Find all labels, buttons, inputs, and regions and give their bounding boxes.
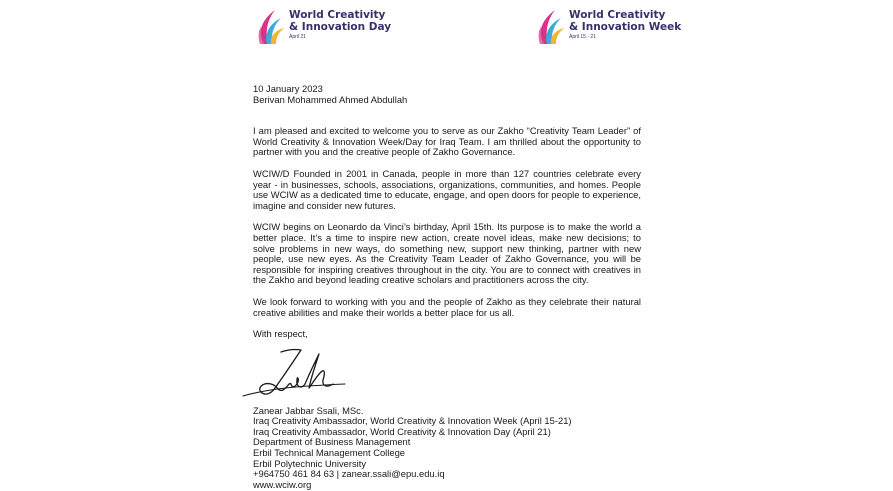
- paragraph-purpose: WCIW begins on Leonardo da Vinci’s birthday, April 15th. Its purpose is to make the world a better place. It’s a time to inspire new action, create novel ideas, make new decisions; to solve problems in new ways, do something new, support new thinking, partner with new people, use new eyes. As the Creativity Team Leader of Zakho Governance, you will be responsible for inspiring creatives throughout in the city. You are to connect with creatives in the Zakho and beyond leading creative scholars and practitioners across the city.: [253, 221, 641, 286]
- logo-day-date: April 21: [289, 34, 306, 40]
- paragraph-welcome: I am pleased and excited to welcome you to serve as our Zakho “Creativity Team Leader” of World Creativity & Innovation Week/Day for Iraq Team. I am thrilled about the opportunity to partner with you and the creative people of Zakho Governance.: [253, 125, 641, 158]
- handwritten-signature-icon: [241, 344, 351, 400]
- logo-day-line1: World Creativity: [289, 9, 386, 21]
- letter-date: 10 January 2023: [253, 83, 323, 94]
- logo-day-line2: & Innovation Day: [289, 21, 392, 33]
- paragraph-history: WCIW/D Founded in 2001 in Canada, people in more than 127 countries celebrate every year - in businesses, schools, associations, organizations, communities, and homes. People use WCIW as a dedicated time to educate, engage, and open doors for people to experience, imagine and consider new futures.: [253, 167, 641, 211]
- website-link[interactable]: www.wciw.org: [253, 478, 312, 490]
- signer-university: Erbil Polytechnic University: [253, 457, 367, 469]
- logo-week-line2: & Innovation Week: [569, 21, 682, 33]
- signature-block: [253, 406, 641, 491]
- flame-logo-icon: [255, 6, 287, 48]
- letter-body: [253, 84, 641, 490]
- flame-logo-icon: [535, 6, 567, 48]
- signer-contact: +964750 461 84 63 | zanear.ssali@epu.edu.iq: [253, 468, 445, 480]
- logo-world-creativity-day: [255, 6, 391, 52]
- logo-week-line1: World Creativity: [569, 9, 666, 21]
- signer-department: Department of Business Management: [253, 436, 411, 448]
- signer-title-day: Iraq Creativity Ambassador, World Creativity & Innovation Day (April 21): [253, 425, 551, 437]
- logo-week-date: April 15 - 21: [569, 34, 596, 40]
- closing-salutation: With respect,: [253, 328, 308, 340]
- logo-world-creativity-week: [535, 6, 681, 52]
- signer-name: Zanear Jabbar Ssali, MSc.: [253, 404, 364, 416]
- signer-college: Erbil Technical Management College: [253, 447, 405, 459]
- letter-recipient: Berivan Mohammed Ahmed Abdullah: [253, 93, 408, 105]
- signature: [253, 340, 641, 406]
- paragraph-closing-note: We look forward to working with you and the people of Zakho as they celebrate their natural creative abilities and make their worlds a better place for us all.: [253, 295, 641, 318]
- signer-title-week: Iraq Creativity Ambassador, World Creativity & Innovation Week (April 15-21): [253, 415, 572, 427]
